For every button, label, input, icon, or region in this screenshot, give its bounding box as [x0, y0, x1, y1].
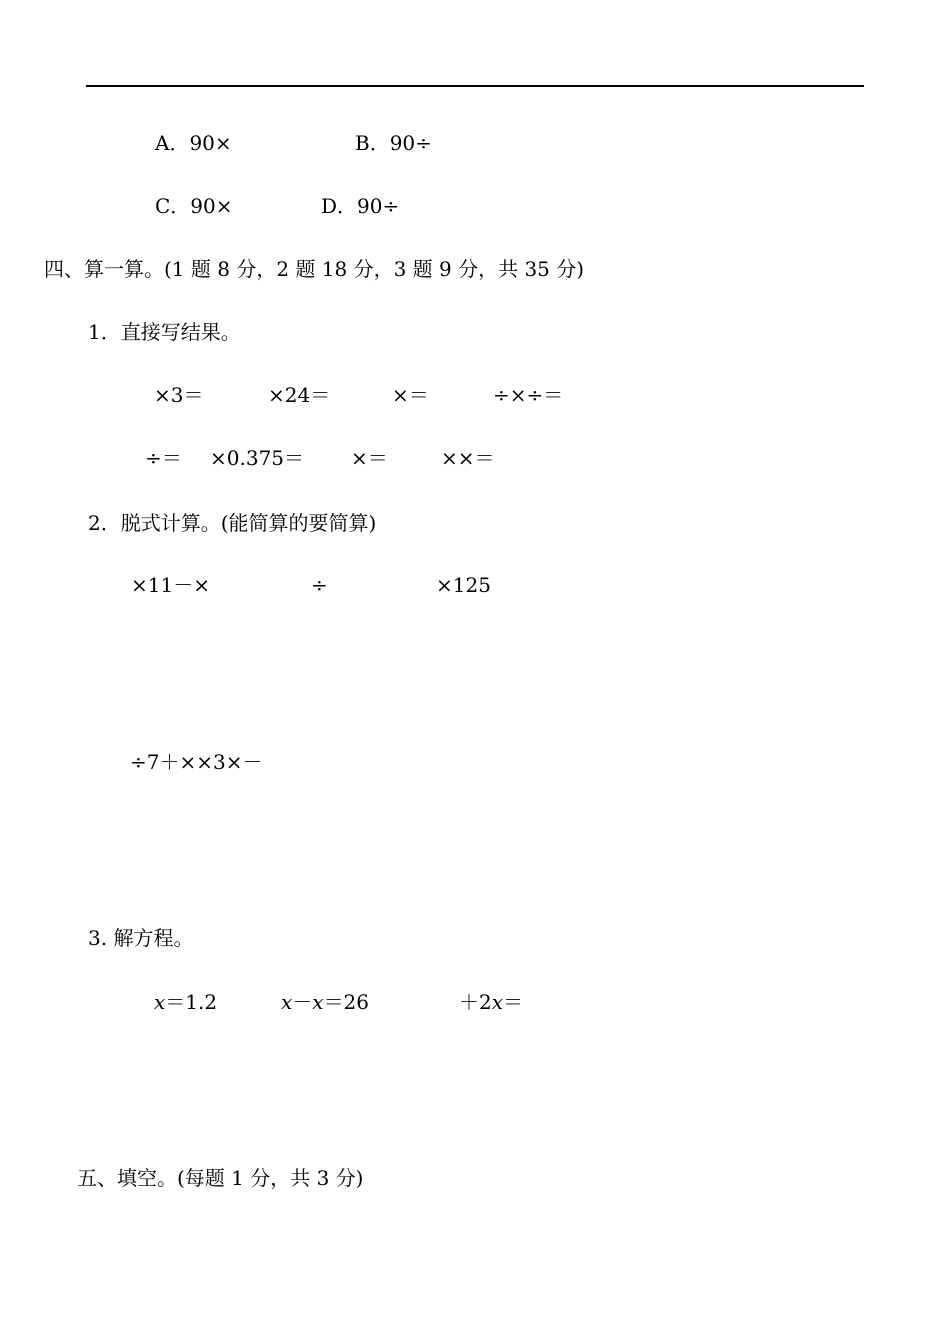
equation-variable: x: [491, 990, 504, 1014]
option-c: C．90×: [155, 194, 233, 218]
section-5-title: 五、填空。(每题 1 分，共 3 分): [77, 1166, 364, 1190]
equation-prefix: ＋2: [459, 990, 492, 1014]
option-d: D．90÷: [321, 194, 400, 218]
equation-1: [154, 990, 217, 1014]
q1-item: ××＝: [441, 446, 495, 470]
q1-item: ×0.375＝: [210, 446, 305, 470]
equation-variable: x: [281, 990, 293, 1014]
option-a: A．90×: [155, 131, 232, 155]
q2-item: ÷7＋××3×－: [130, 750, 263, 774]
q1-label: 1．直接写结果。: [88, 320, 241, 344]
q1-item: ÷＝: [145, 446, 182, 470]
q1-item: ×＝: [392, 383, 429, 407]
q1-item: ×＝: [351, 446, 388, 470]
q1-item: ×3＝: [154, 383, 204, 407]
q1-item: ÷×÷＝: [493, 383, 564, 407]
q2-item: ÷: [311, 573, 328, 597]
equation-3: [459, 990, 523, 1014]
q3-label: 3. 解方程。: [88, 926, 194, 950]
q2-label: 2．脱式计算。(能简算的要简算): [88, 511, 377, 535]
equation-variable: x: [312, 990, 324, 1014]
equation-2: [281, 990, 369, 1014]
q1-item: ×24＝: [268, 383, 331, 407]
q2-item: ×11－×: [131, 573, 210, 597]
equation-operator: －: [292, 990, 313, 1014]
equation-rest: ＝26: [323, 990, 370, 1014]
option-b: B．90÷: [355, 131, 432, 155]
equation-rest: ＝: [503, 990, 524, 1014]
equation-variable: x: [154, 990, 166, 1014]
top-divider-line: [86, 85, 864, 87]
section-4-title: 四、算一算。(1 题 8 分，2 题 18 分，3 题 9 分，共 35 分): [44, 257, 585, 281]
equation-rest: ＝1.2: [165, 990, 218, 1014]
q2-item: ×125: [436, 573, 491, 597]
